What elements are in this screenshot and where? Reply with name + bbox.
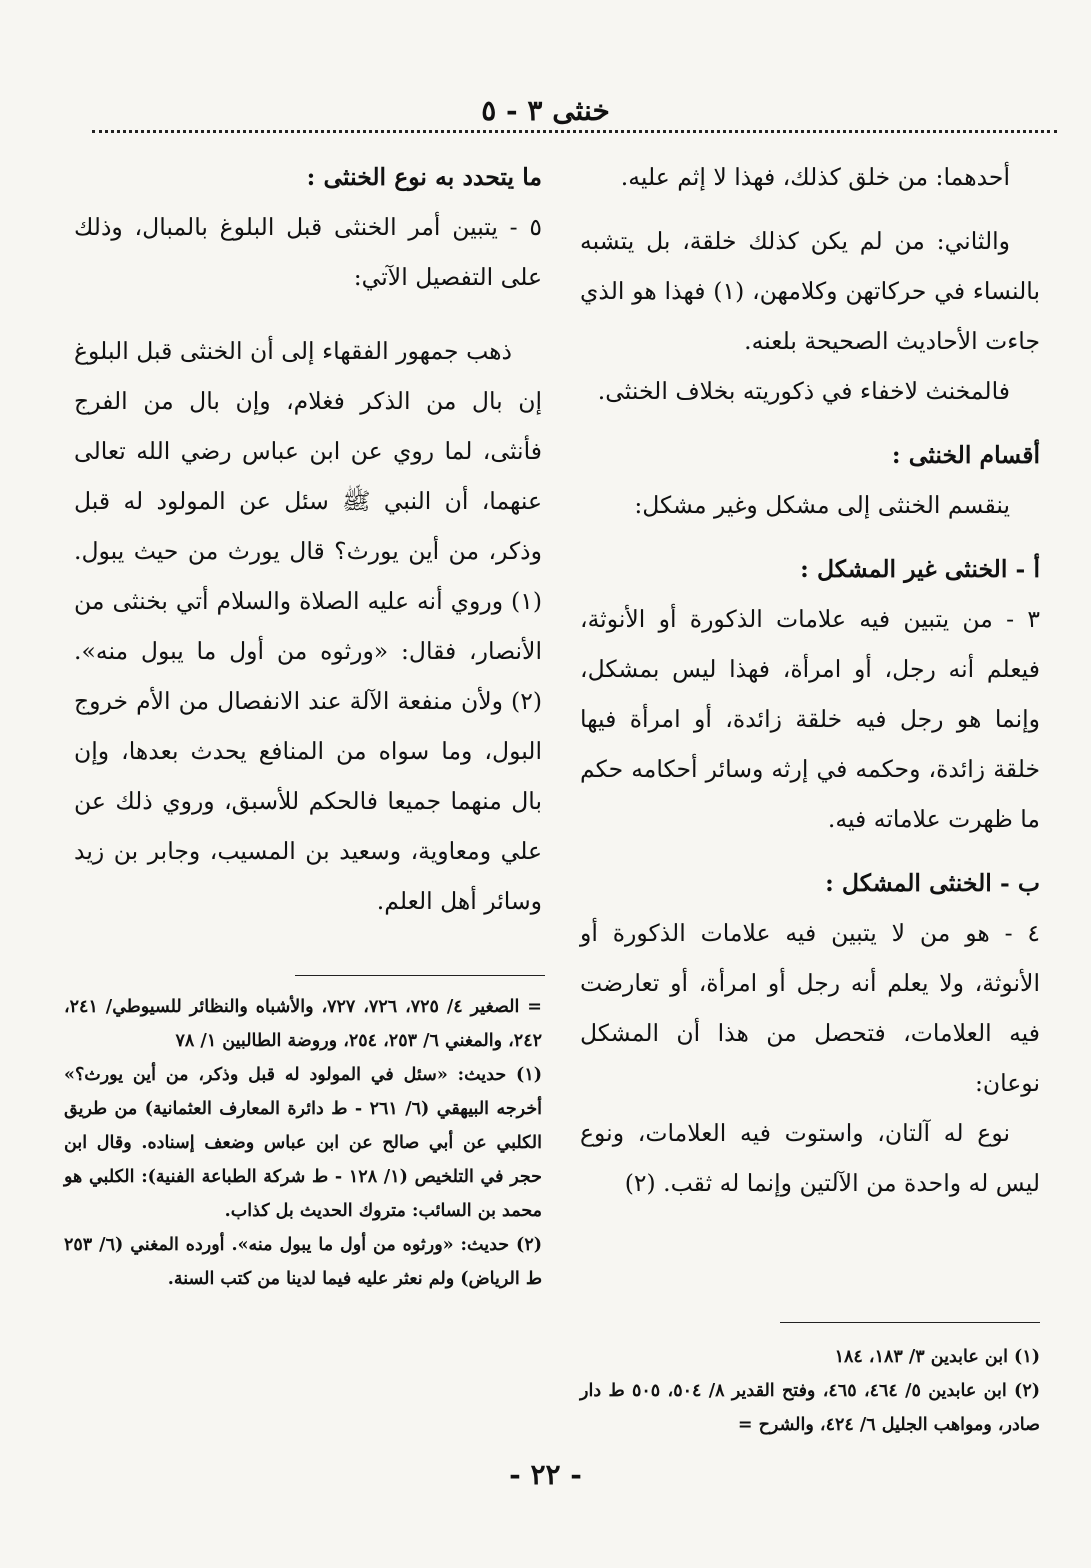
- left-column: [74, 152, 542, 926]
- footnote: = الصغير ٤/ ٧٢٥، ٧٢٦، ٧٢٧، والأشباه والنظائر للسيوطي/ ٢٤١، ٢٤٢، والمغني ٦/ ٢٥٣، ٢٥٤، وروضة الطالبين ١/ ٧٨: [64, 997, 542, 1051]
- paragraph: فالمخنث لاخفاء في ذكوريته بخلاف الخنثى.: [597, 377, 1010, 405]
- paragraph: ٤ - هو من لا يتبين فيه علامات الذكورة أو الأنوثة، ولا يعلم أنه رجل أو امرأة، أو تعارضت فيه العلامات، فتحصل من هذا أن المشكل نوعان:: [580, 919, 1040, 1097]
- footnote-rule: [295, 975, 545, 976]
- section-heading: ب - الخنثى المشكل :: [825, 869, 1040, 897]
- paragraph: نوع له آلتان، واستوت فيه العلامات، ونوع ليس له واحدة من الآلتين وإنما له ثقب. (٢): [580, 1119, 1040, 1197]
- section-heading: ما يتحدد به نوع الخنثى :: [306, 163, 542, 191]
- header-dotted-rule: [92, 130, 1057, 133]
- paragraph: ينقسم الخنثى إلى مشكل وغير مشكل:: [634, 491, 1010, 519]
- footnote: (٢) ابن عابدين ٥/ ٤٦٤، ٤٦٥، وفتح القدير ٨/ ٥٠٤، ٥٠٥ ط دار صادر، ومواهب الجليل ٦/ ٤٢٤، والشرح =: [580, 1381, 1041, 1435]
- section-heading: أ - الخنثى غير المشكل :: [800, 555, 1040, 583]
- footnote: (٢) حديث: «ورثوه من أول ما يبول منه». أورده المغني (٦/ ٢٥٣ ط الرياض) ولم نعثر عليه فيما لدينا من كتب السنة.: [64, 1235, 543, 1289]
- right-footnotes: [580, 1340, 1040, 1442]
- right-column: [580, 152, 1040, 1208]
- paragraph: ٣ - من يتبين فيه علامات الذكورة أو الأنوثة، فيعلم أنه رجل، أو امرأة، فهذا ليس بمشكل، وإنما هو رجل فيه خلقة زائدة، أو امرأة فيها خلقة زائدة، وحكمه في إرثه وسائر أحكامه حكم ما ظهرت علاماته فيه.: [580, 605, 1040, 833]
- paragraph: ذهب جمهور الفقهاء إلى أن الخنثى قبل البلوغ إن بال من الذكر فغلام، وإن بال من الفرج فأنثى، لما روي عن ابن عباس رضي الله تعالى عنهما، أن النبي ﷺ سئل عن المولود له قبل وذكر، من أين يورث؟ قال يورث من حيث يبول. (١) وروي أنه عليه الصلاة والسلام أتي بخنثى من الأنصار، فقال: «ورثوه من أول ما يبول منه». (٢) ولأن منفعة الآلة عند الانفصال من الأم خروج البول، وما سواه من المنافع يحدث بعدها، وإن بال منهما جميعا فالحكم للأسبق، وروي ذلك عن علي ومعاوية، وسعيد بن المسيب، وجابر بن زيد وسائر أهل العلم.: [74, 337, 542, 915]
- footnote: (١) حديث: «سئل في المولود له قبل وذكر، من أين يورث؟» أخرجه البيهقي (٦/ ٢٦١ - ط دائرة المعارف العثمانية) من طريق الكلبي عن أبي صالح عن ابن عباس وضعف إسناده. وقال ابن حجر في التلخيص (١/ ١٢٨ - ط شركة الطباعة الفنية): الكلبي هو محمد بن السائب: متروك الحديث بل كذاب.: [64, 1065, 542, 1221]
- running-head: خنثى ٣ - ٥: [481, 94, 610, 127]
- left-footnotes: [64, 990, 542, 1296]
- page-number: - ٢٢ -: [509, 1458, 582, 1491]
- footnote: (١) ابن عابدين ٣/ ١٨٣، ١٨٤: [834, 1347, 1040, 1367]
- section-heading: أقسام الخنثى :: [891, 441, 1040, 469]
- paragraph: والثاني: من لم يكن كذلك خلقة، بل يتشبه بالنساء في حركاتهن وكلامهن، (١) فهذا هو الذي جاءت الأحاديث الصحيحة بلعنه.: [580, 227, 1040, 355]
- paragraph: أحدهما: من خلق كذلك، فهذا لا إثم عليه.: [620, 163, 1010, 191]
- footnote-rule: [780, 1322, 1040, 1323]
- paragraph: ٥ - يتبين أمر الخنثى قبل البلوغ بالمبال، وذلك على التفصيل الآتي:: [74, 213, 542, 291]
